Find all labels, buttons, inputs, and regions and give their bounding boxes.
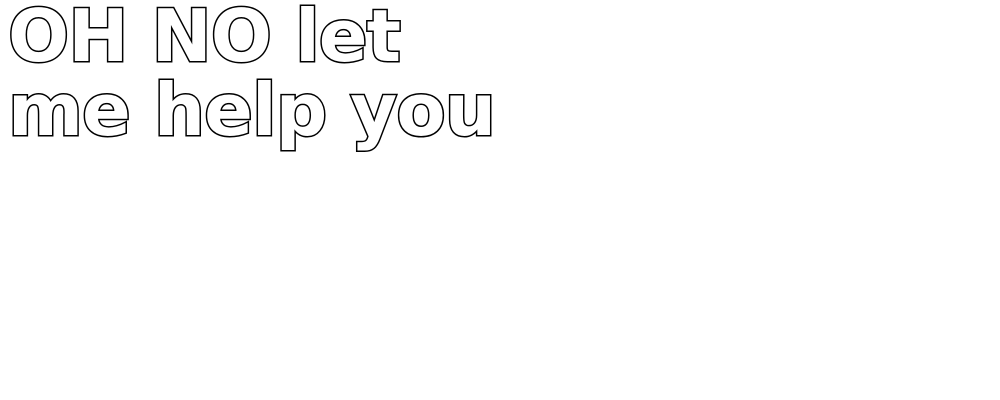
caption-line-1: OH NO let bbox=[8, 0, 400, 78]
caption-line-2: me help you bbox=[8, 68, 495, 152]
